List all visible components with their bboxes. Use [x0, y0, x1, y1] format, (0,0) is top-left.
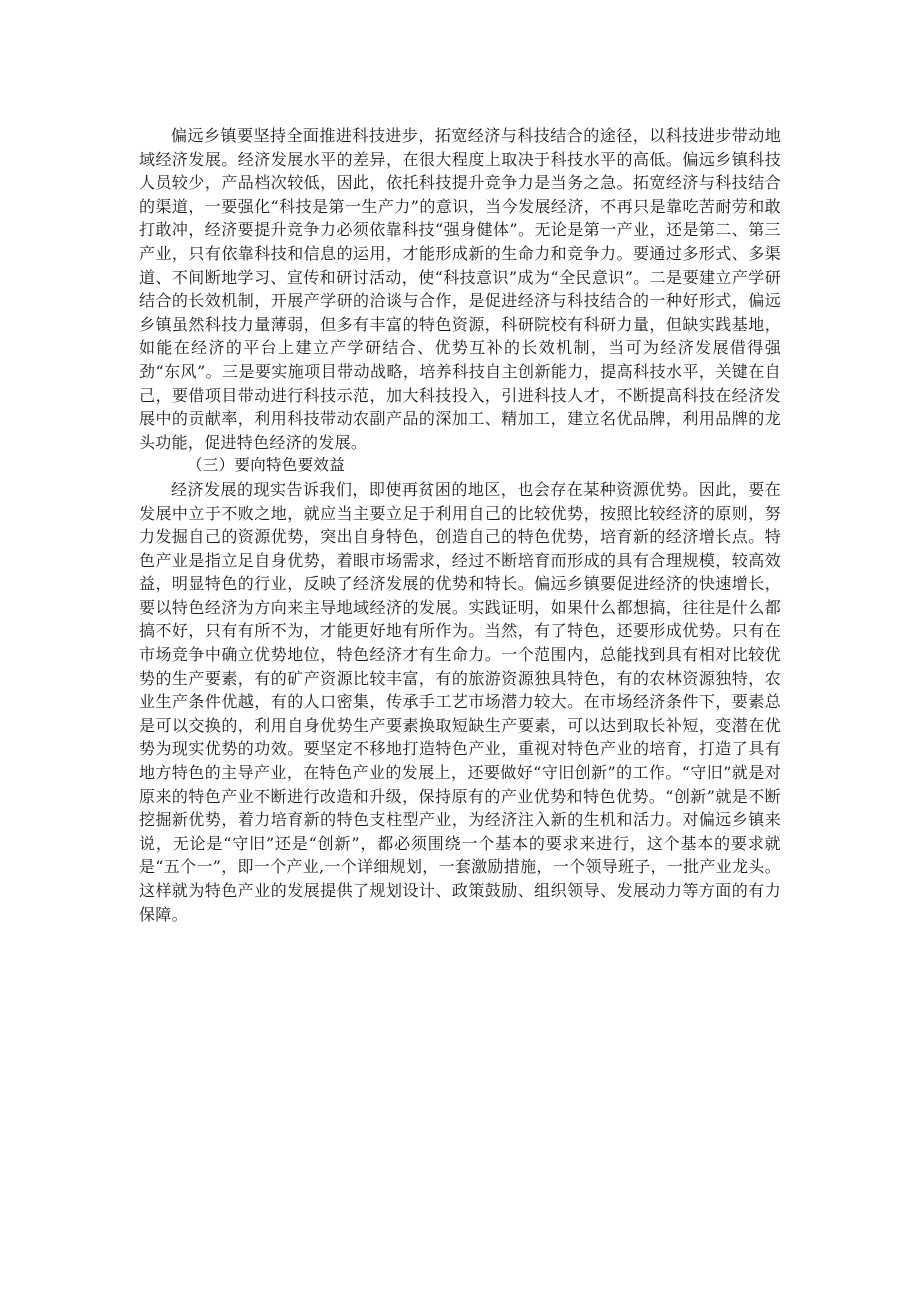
- document-body: [139, 124, 781, 926]
- paragraph-featured-industry: 经济发展的现实告诉我们，即使再贫困的地区，也会存在某种资源优势。因此，要在发展中立于不败之地，就应当主要立足于利用自己的比较优势，按照比较经济的原则，努力发掘自己的资源优势，突出自身特色，创造自己的特色优势，培育新的经济增长点。特色产业是指立足自身优势，着眼市场需求，经过不断培育而形成的具有合理规模，较高效益，明显特色的行业，反映了经济发展的优势和特长。偏远乡镇要促进经济的快速增长，要以特色经济为方向来主导地域经济的发展。实践证明，如果什么都想搞，往往是什么都搞不好，只有有所不为，才能更好地有所作为。当然，有了特色，还要形成优势。只有在市场竞争中确立优势地位，特色经济才有生命力。一个范围内，总能找到具有相对比较优势的生产要素，有的矿产资源比较丰富，有的旅游资源独具特色，有的农林资源独特，农业生产条件优越，有的人口密集，传承手工艺市场潜力较大。在市场经济条件下，要素总是可以交换的，利用自身优势生产要素换取短缺生产要素，可以达到取长补短，变潜在优势为现实优势的功效。要坚定不移地打造特色产业，重视对特色产业的培育，打造了具有地方特色的主导产业，在特色产业的发展上，还要做好“守旧创新”的工作。“守旧”就是对原来的特色产业不断进行改造和升级，保持原有的产业优势和特色优势。“创新”就是不断挖掘新优势，着力培育新的特色支柱型产业，为经济注入新的生机和活力。对偏远乡镇来说，无论是“守旧”还是“创新”，都必须围绕一个基本的要求来进行，这个基本的要求就是“五个一”，即一个产业,一个详细规划，一套激励措施，一个领导班子，一批产业龙头。这样就为特色产业的发展提供了规划设计、政策鼓励、组织领导、发展动力等方面的有力保障。: [139, 479, 781, 924]
- paragraph-science-technology: 偏远乡镇要坚持全面推进科技进步，拓宽经济与科技结合的途径，以科技进步带动地域经济发展。经济发展水平的差异，在很大程度上取决于科技水平的高低。偏远乡镇科技人员较少，产品档次较低，因此，依托科技提升竞争力是当务之急。拓宽经济与科技结合的渠道，一要强化“科技是第一生产力”的意识，当今发展经济，不再只是靠吃苦耐劳和敢打敢冲，经济要提升竞争力必须依靠科技“强身健体”。无论是第一产业，还是第二、第三产业，只有依靠科技和信息的运用，才能形成新的生命力和竞争力。要通过多形式、多渠道、不间断地学习、宣传和研讨活动，使“科技意识”成为“全民意识”。二是要建立产学研结合的长效机制，开展产学研的洽谈与合作，是促进经济与科技结合的一种好形式，偏远乡镇虽然科技力量薄弱，但多有丰富的特色资源，科研院校有科研力量，但缺实践基地，如能在经济的平台上建立产学研结合、优势互补的长效机制，当可为经济发展借得强劲“东风”。三是要实施项目带动战略，培养科技自主创新能力，提高科技水平，关键在自己，要借项目带动进行科技示范，加大科技投入，引进科技人才，不断提高科技在经济发展中的贡献率，利用科技带动农副产品的深加工、精加工，建立名优品牌，利用品牌的龙头功能，促进特色经济的发展。: [139, 126, 781, 452]
- section-heading-featured-industry: （三）要向特色要效益: [187, 456, 346, 475]
